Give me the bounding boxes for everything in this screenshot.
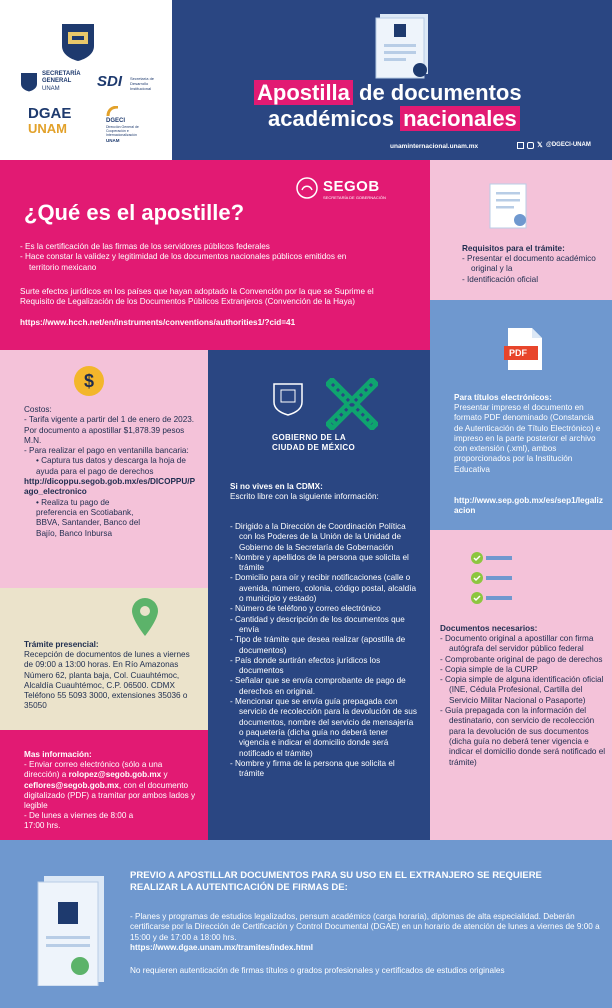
cdmx-item: - Nombre y apellidos de la persona que solicita el trámite [230, 552, 409, 573]
electronicos-title: Para títulos electrónicos: [454, 393, 552, 402]
presencial-text: Recepción de documentos de lunes a viernes de 09:00 a 13:00 horas. En Río Amazonas Número 62, planta baja, Col. Cuauhtémoc, Alcaldía Cuauhtémoc, C.P. 06500. CDMX Teléfono 55 5093 3000, extensiones 35036 o 35050 [24, 650, 190, 711]
requisitos-item: - Identificación oficial [462, 274, 539, 284]
cdmx-list [230, 522, 420, 779]
info-horario: - De lunes a viernes de 8:00 a 17:00 hrs. [24, 811, 134, 831]
costos-title: Costos: [24, 405, 52, 414]
info-title: Mas información: [24, 750, 92, 759]
segob-label: SEGOB [323, 178, 380, 195]
cdmx-item: - País donde surtirán efectos jurídicos los documentos [230, 655, 381, 676]
title-line-2: académicos [268, 106, 401, 131]
sdi-label: SDI [97, 73, 123, 90]
location-pin-icon [130, 596, 160, 638]
what-item: - Es la certificación de las firmas de los servidores públicos federales [20, 242, 270, 251]
costos-block [24, 405, 199, 539]
page-title [254, 80, 594, 132]
segob-sub: SECRETARÍA DE GOBERNACIÓN [323, 195, 386, 200]
pdf-file-icon [504, 326, 544, 372]
cdmx-item: - Cantidad y descripción de los documentos que envía [230, 614, 405, 634]
presencial-title: Trámite presencial: [24, 640, 99, 649]
cdmx-item: - Número de teléfono y correo electrónico [230, 604, 381, 614]
documentos-item: - Copia simple de la CURP [440, 664, 538, 674]
costos-ventanilla: - Para realizar el pago en ventanilla bancaria: [24, 446, 189, 456]
what-item: - Hace constar la validez y legitimidad de los documentos nacionales públicos emitidos en territorio mexicano [20, 252, 347, 272]
documentos-item: - Documento original a apostillar con firma autógrafa del servidor público federal [440, 634, 594, 654]
previo-note: No requieren autenticación de firmas títulos o grados profesionales y certificados de estudios originales [130, 966, 505, 975]
what-list [20, 242, 350, 273]
documentos-item: - Copia simple de alguna identificación oficial (INE, Cédula Profesional, Cartilla del Servicio Militar Nacional o Pasaporte) [440, 675, 604, 705]
what-title: ¿Qué es el apostille? [24, 200, 245, 225]
cdmx-item: - Nombre y firma de la persona que solicita el trámite [230, 758, 395, 779]
email-link-1[interactable]: rolopez@segob.gob.mx [68, 770, 162, 780]
checklist-icon [470, 550, 514, 606]
dgeci-logo [106, 106, 166, 146]
documentos-item: - Comprobante original de pago de derechos [440, 654, 603, 664]
cdmx-intro: Escrito libre con la siguiente información: [230, 492, 379, 501]
unam-secretaria-logo [20, 70, 90, 96]
previo-title: PREVIO A APOSTILLAR DOCUMENTOS PARA SU USO EN EL EXTRANJERO SE REQUIERE REALIZAR LA AUTENTICACIÓN DE FIRMAS DE: [130, 870, 542, 893]
dgeci-label: DGECI [106, 118, 126, 124]
dgeci-unam-label: UNAM [106, 138, 120, 143]
sdi-sub: Secretaría de Desarrollo Institucional [130, 76, 155, 91]
cdmx-x-logo-icon [326, 378, 378, 430]
dgae-link[interactable]: https://www.dgae.unam.mx/tramites/index.html [130, 943, 314, 952]
what-paragraph: Surte efectos jurídicos en los países que hayan adoptado la Convención por la que se Suprime el Requisito de Legalización de los Documentos Públicos Extranjeros (Convención de la Haya) [20, 287, 374, 307]
email-link-2[interactable]: ceflores@segob.gob.mx [24, 780, 119, 790]
secretaria-label: SECRETARÍA GENERAL [42, 71, 81, 84]
cdmx-item: - Domicilio para oír y recibir notificaciones (calle o avenida, número, colonia, código postal, alcaldía o municipio y estado) [230, 573, 417, 604]
dicoppu-link[interactable]: http://dicoppu.segob.gob.mx/es/DICOPPU/Pago_electronico [24, 477, 196, 497]
requisitos-title: Requisitos para el trámite: [462, 244, 565, 253]
website-link[interactable]: unaminternacional.unam.mx [390, 143, 479, 150]
costos-bancos: • Realiza tu pago de preferencia en Scotiabank, BBVA, Santander, Banco del Bajío, Banco Inbursa [36, 497, 141, 538]
documentos-list [440, 634, 606, 768]
cdmx-title: Si no vives en la CDMX: [230, 482, 323, 491]
pdf-label: PDF [509, 348, 527, 358]
title-line-1: de documentos [352, 80, 522, 105]
gobierno-label: GOBIERNO DE LA CIUDAD DE MÉXICO [272, 433, 356, 452]
document-illustration-icon [372, 14, 432, 80]
paper-illustration-icon [486, 180, 536, 234]
facebook-icon[interactable] [517, 142, 524, 149]
requisitos-list [462, 254, 602, 285]
requisitos-item: - Presentar el documento académico original y la [462, 254, 596, 274]
instagram-icon[interactable] [527, 142, 534, 149]
hcch-link[interactable]: https://www.hcch.net/en/instruments/conventions/authorities1/?cid=41 [20, 318, 296, 327]
cdmx-item: - Mencionar que se envía guía prepagada con servicio de recolección para la devolución de sus documentos, nombre del servicio de mensajería o paquetería (dicha guía no deberá tener vigencia e indicar el domicilio donde será notificado el trámite) [230, 697, 417, 758]
dgeci-sub: Dirección General de Cooperación e Internacionalización [106, 125, 139, 137]
unam-shield-icon [60, 22, 96, 62]
title-highlight-2: nacionales [400, 106, 520, 131]
costos-tarifa: - Tarifa vigente a partir del 1 de enero de 2023. Por documento a apostillar $1,878.39 pesos M.N. [24, 415, 195, 445]
dgae-label: DGAE [28, 105, 72, 122]
cdmx-item: - Dirigido a la Dirección de Coordinación Política con los Poderes de la Unión de la Unidad de Gobierno de la Secretaría de Gobernación [230, 522, 406, 552]
segob-logo [296, 176, 416, 206]
cdmx-item: - Tipo de trámite que desea realizar (apostilla de documentos) [230, 635, 406, 655]
cdmx-item: - Señalar que se envía comprobante de pago de derechos en original. [230, 676, 406, 696]
costos-captura: • Captura tus datos y descarga la hoja de ayuda para el pago de derechos [36, 456, 186, 476]
info-email-text: - Enviar correo electrónico (sólo a una dirección) a rolopez@segob.gob.mx y ceflores@segob.gob.mx, con el documento digitalizado (PDF) a tramitar por ambos lados y legible [24, 760, 196, 811]
dgae-unam-label: UNAM [28, 121, 67, 136]
sep-link[interactable]: http://www.sep.gob.mx/es/sep1/legalizacion [454, 496, 603, 516]
social-handle: @DGECI-UNAM [546, 142, 591, 148]
x-icon[interactable]: 𝕏 [537, 142, 543, 149]
dgae-logo [28, 106, 88, 142]
sdi-logo [97, 70, 157, 96]
documentos-item: - Guía prepagada con la información del destinatario, con servicio de recolección para la devolución de sus documentos (dicha guía no deberá tener vigencia e indicar el domicilio donde será notificado el trámite) [440, 706, 606, 767]
social-row [517, 141, 607, 151]
title-highlight-1: Apostilla [254, 80, 353, 105]
documentos-title: Documentos necesarios: [440, 624, 538, 633]
certificate-illustration-icon [36, 876, 104, 986]
gobierno-shield-icon [272, 382, 304, 418]
dollar-coin-icon: $ [74, 366, 104, 396]
previo-text: - Planes y programas de estudios legalizados, pensum académico (carga horaria), diplomas de alta especialidad. Deberán certificarse por la Dirección de Certificación y Control Documental (DGAE) en un horario de atención de lunes a viernes de 9:00 a 15:00 y de 17:00 a 18:00 hrs. [130, 912, 600, 942]
unam-label: UNAM [42, 86, 60, 92]
electronicos-text: Presentar impreso el documento en formato PDF denominado (Constancia de Autenticación de Título Electrónico) e impreso en la parte posterior el archivo con extensión (.xml), ambos proporcionados por la Institución Educativa [454, 403, 601, 474]
